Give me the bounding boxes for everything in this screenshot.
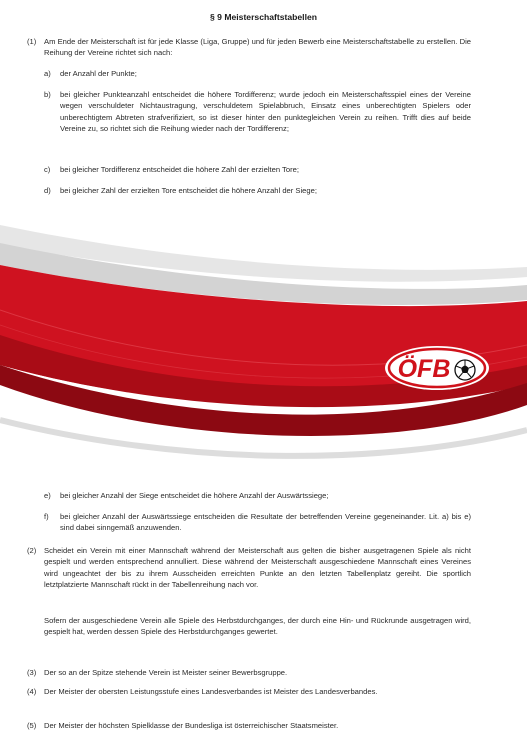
list-text: bei gleicher Zahl der erzielten Tore entscheidet die höhere Anzahl der Siege;: [60, 186, 317, 195]
list-item-c: [44, 164, 471, 175]
paragraph-2: [27, 545, 471, 590]
list-letter: b): [44, 90, 51, 99]
paragraph-text: Scheidet ein Verein mit einer Mannschaft während der Meisterschaft aus gelten die bisher ausgetragenen Spiele als nicht gespielt und werden entsprechend annulliert. Diese während der Meisterschaft ausgeschiedene Mannschaft eines Vereines wird ungeachtet der bis zu ihrem Ausscheiden erreichten Punkte an den letzten Tabellenplatz gereiht. Die sportlich letztplatzierte Mannschaft rückt in der Tabellenreihung nach vor.: [44, 546, 471, 589]
paragraph-number: (3): [27, 668, 37, 677]
list-text: bei gleicher Tordifferenz entscheidet die höhere Zahl der erzielten Tore;: [60, 165, 299, 174]
list-text: bei gleicher Anzahl der Auswärtssiege entscheiden die Resultate der betreffenden Vereine gegeneinander. Lit. a) bis e) sind dabei sinngemäß anzuwenden.: [60, 512, 471, 533]
paragraph-text: Am Ende der Meisterschaft ist für jede Klasse (Liga, Gruppe) und für jeden Bewerb eine Meisterschaftstabelle zu erstellen. Die Reihung der Vereine richtet sich nach:: [44, 37, 471, 58]
list-letter: d): [44, 186, 51, 195]
paragraph-text: Der Meister der höchsten Spielklasse der Bundesliga ist österreichischer Staatsmeister.: [44, 721, 339, 730]
svg-text:ÖFB: ÖFB: [397, 355, 451, 383]
oefb-logo: [384, 345, 490, 391]
list-text: der Anzahl der Punkte;: [60, 69, 137, 78]
list-text: bei gleicher Anzahl der Siege entscheidet die höhere Anzahl der Auswärtssiege;: [60, 491, 329, 500]
page-bottom: [0, 487, 527, 750]
paragraph-5: [27, 720, 471, 731]
page-top: [0, 0, 527, 215]
list-item-d: [44, 185, 471, 196]
paragraph-4: [27, 686, 471, 697]
list-letter: a): [44, 69, 51, 78]
section-title: § 9 Meisterschaftstabellen: [210, 12, 317, 22]
list-text: bei gleicher Punkteanzahl entscheidet die höhere Tordifferenz; wurde jedoch ein Meisterschaftsspiel eines der Vereine wegen verschuldeter Nichtaustragung, verschuldetem Spielabbruch, Einsatz eines unberechtigten Spielers oder unberechtigtem Abtreten strafverifiziert, so ist dieser hinter den punktegleichen Verein zu reihen. Trifft dies auf beide Vereine zu, so richtet sich die Reihung wieder nach der Tordifferenz;: [60, 90, 471, 133]
paragraph-text: Der so an der Spitze stehende Verein ist Meister seiner Bewerbsgruppe.: [44, 668, 288, 677]
list-letter: c): [44, 165, 51, 174]
paragraph-number: (5): [27, 721, 37, 730]
paragraph-number: (2): [27, 546, 37, 555]
paragraph-text: Sofern der ausgeschiedene Verein alle Spiele des Herbstdurchganges, der durch eine Hin- und Rückrunde ausgetragen wird, gespielt hat, werden dessen Spiele des Herbstdurchganges gewertet.: [44, 616, 471, 637]
paragraph-1: [27, 36, 471, 59]
list-letter: f): [44, 512, 49, 521]
paragraph-text: Der Meister der obersten Leistungsstufe eines Landesverbandes ist Meister des Landesverbandes.: [44, 687, 378, 696]
page-break-banner: [0, 215, 527, 480]
paragraph-number: (4): [27, 687, 37, 696]
list-letter: e): [44, 491, 51, 500]
list-item-b: [44, 89, 471, 134]
list-item-a: [44, 68, 471, 79]
paragraph-3: [27, 667, 471, 678]
list-item-e: [44, 490, 471, 501]
paragraph-2-continued: [44, 615, 471, 638]
paragraph-number: (1): [27, 37, 37, 46]
list-item-f: [44, 511, 471, 534]
